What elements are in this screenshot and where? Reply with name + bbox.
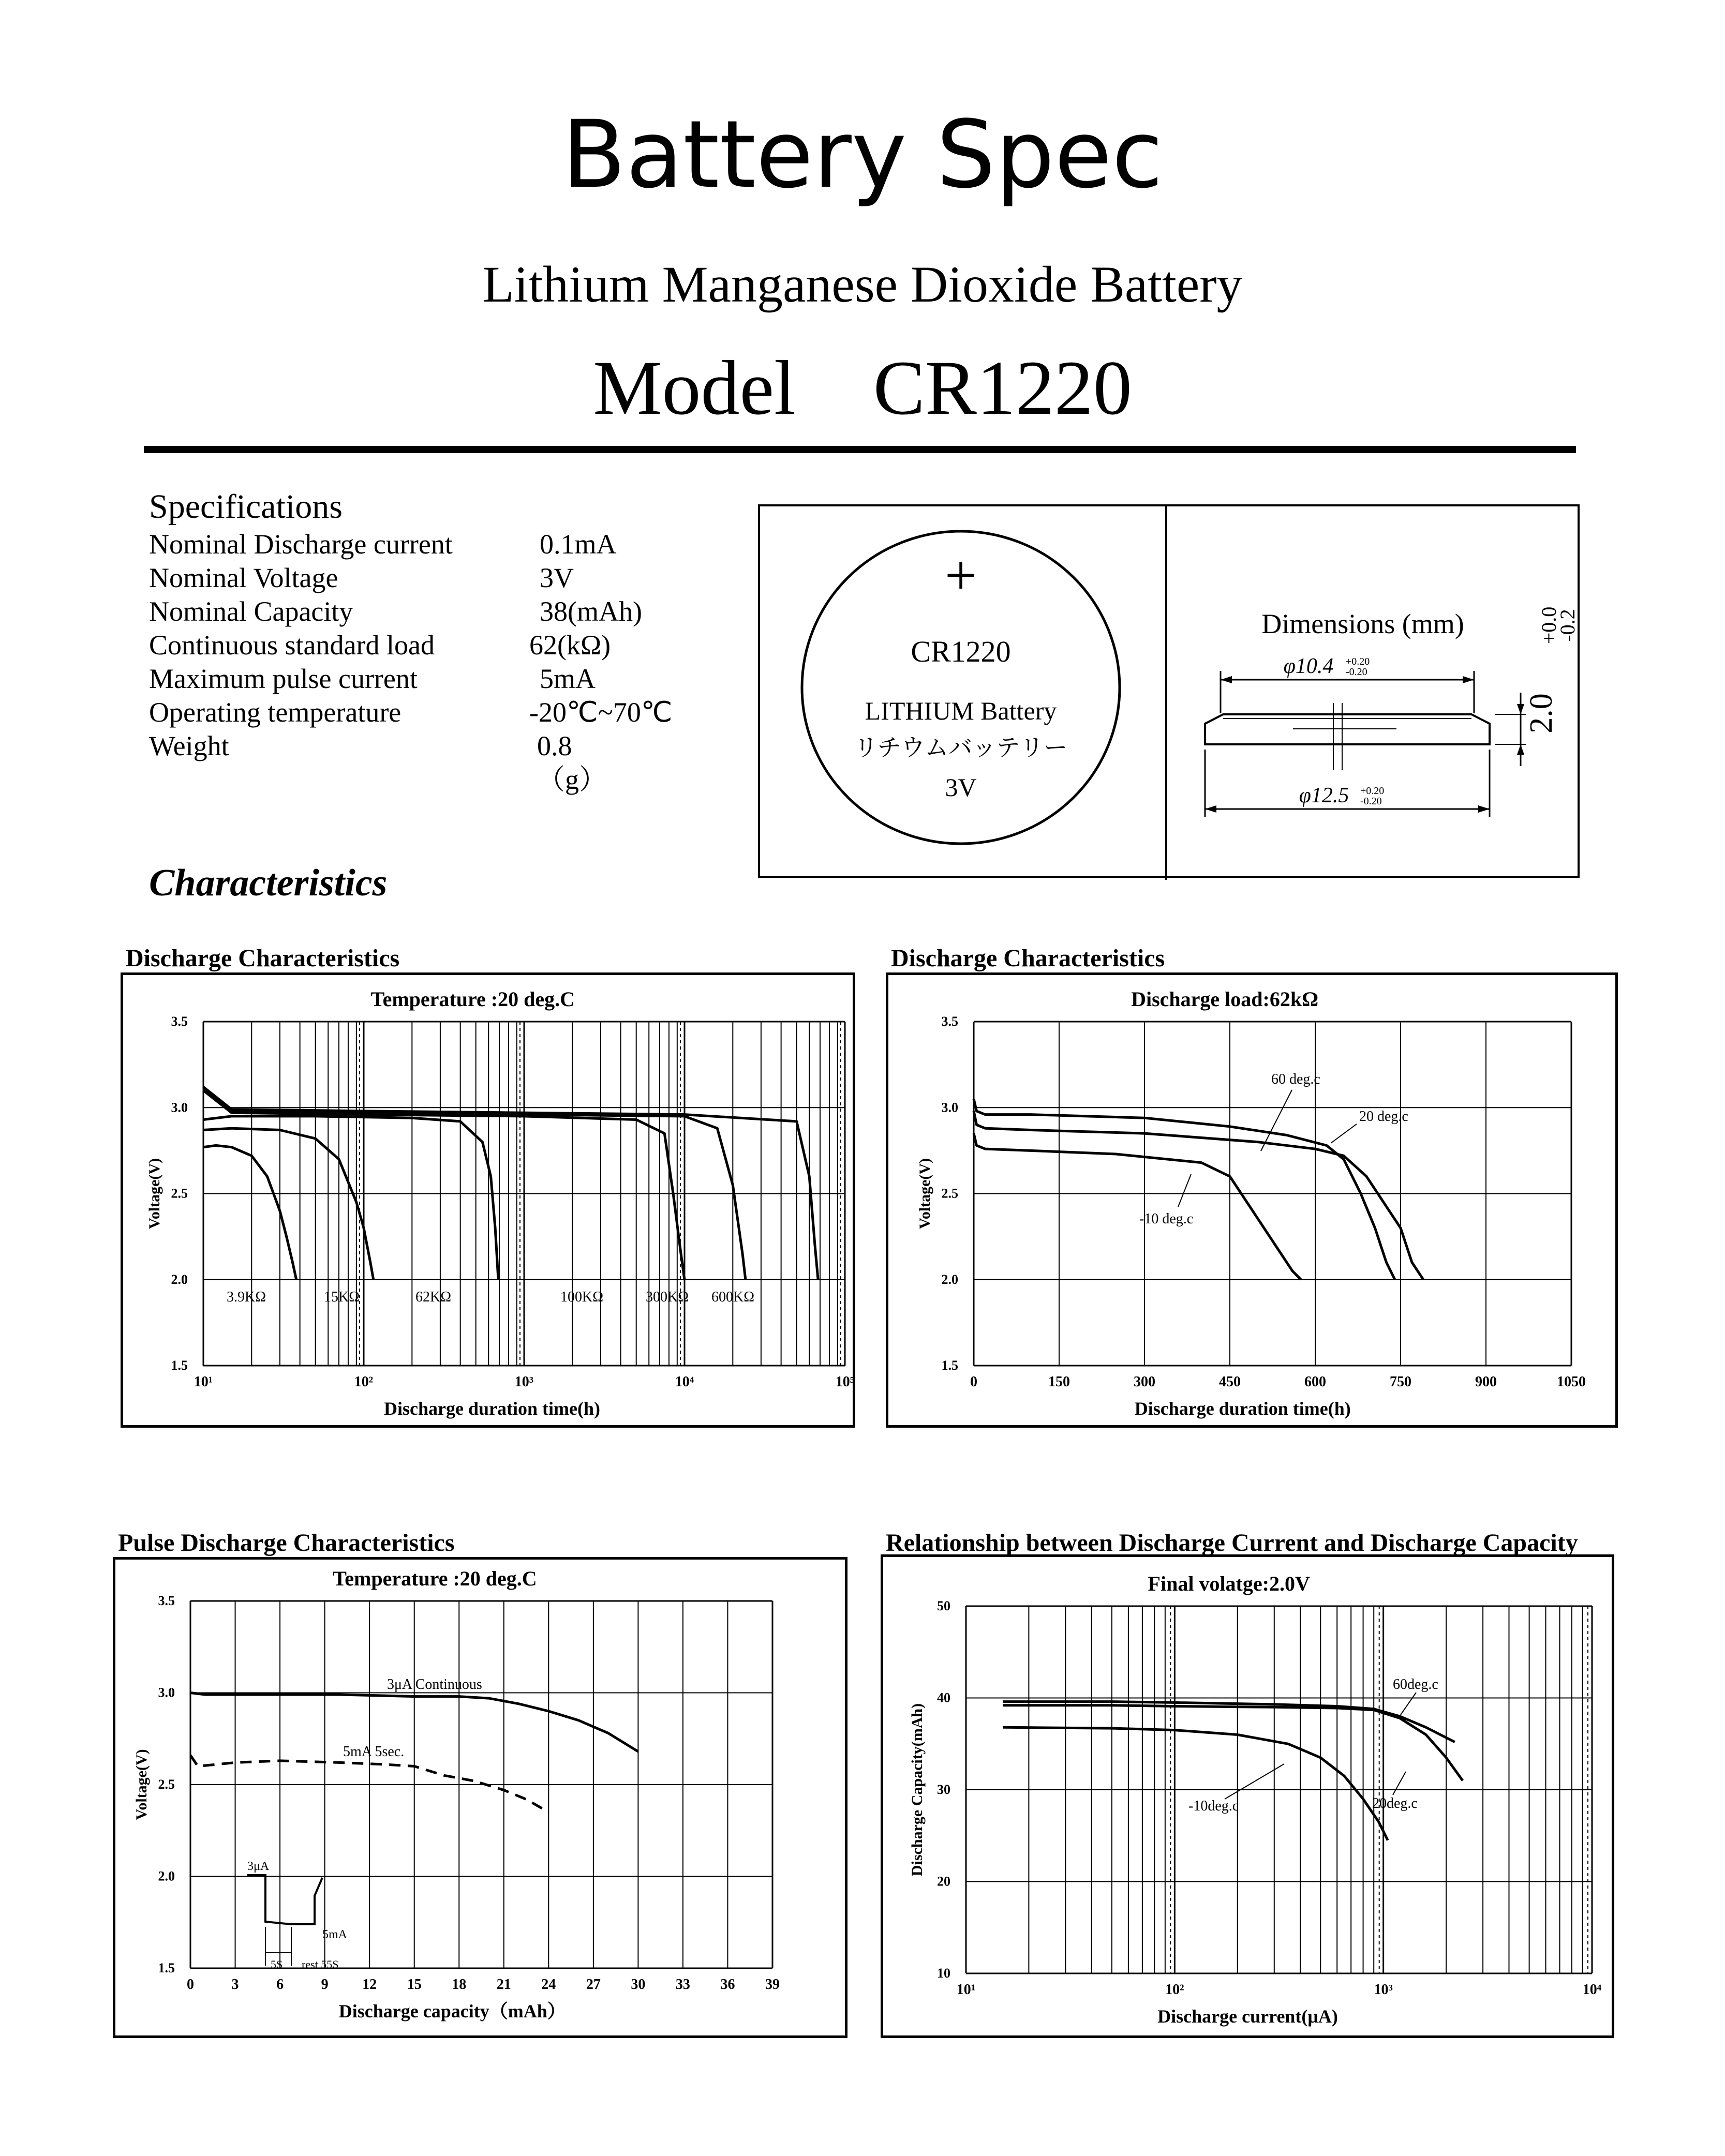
plus-sign: + <box>944 544 977 607</box>
y-axis-label: Voltage(V) <box>146 1158 163 1230</box>
x-axis-label: Discharge duration time(h) <box>384 1398 600 1419</box>
annotation-arrow <box>1225 1764 1284 1799</box>
spec-label: Nominal Discharge current <box>149 529 453 560</box>
page-title: Battery Spec <box>562 101 1163 209</box>
series-label: -10 deg.c <box>1139 1211 1194 1227</box>
arrow-head <box>1517 744 1524 755</box>
x-tick-label: 18 <box>452 1977 467 1993</box>
y-tick-label: 2.0 <box>171 1271 188 1287</box>
chart-subtitle: Discharge load:62kΩ <box>1131 987 1319 1011</box>
chart-pulse-discharge <box>113 1557 847 2038</box>
annotation-arrow <box>1331 1124 1357 1143</box>
x-tick-label: 1050 <box>1557 1374 1586 1390</box>
x-tick-label: 600 <box>1304 1374 1326 1390</box>
y-axis-label: Discharge Capacity(mAh) <box>909 1703 926 1877</box>
pulse-waveform <box>247 1875 322 1924</box>
chart-2-title: Discharge Characteristics <box>891 945 1165 972</box>
x-tick-label: 750 <box>1390 1374 1411 1390</box>
chart-discharge-temperature <box>886 972 1618 1428</box>
arrow-head <box>1517 704 1524 714</box>
y-tick-label: 1.5 <box>941 1358 958 1373</box>
series-label: -10deg.c <box>1188 1798 1239 1814</box>
series-line-2 <box>1003 1705 1463 1781</box>
battery-diagram <box>760 506 1582 880</box>
spec-value: 3V <box>540 562 574 593</box>
spec-label: Weight <box>149 730 229 761</box>
chart-4-title: Relationship between Discharge Current and Discharge Capacity <box>886 1529 1578 1556</box>
annotation-arrow <box>1393 1772 1406 1795</box>
coin-voltage-label: 3V <box>945 773 977 802</box>
spec-row <box>149 662 596 696</box>
y-tick-label: 30 <box>937 1782 950 1797</box>
page-subtitle: Lithium Manganese Dioxide Battery <box>482 256 1243 313</box>
y-tick-label: 1.5 <box>171 1358 188 1373</box>
y-tick-label: 3.5 <box>941 1014 958 1029</box>
specifications-list <box>149 528 673 795</box>
spec-row <box>149 561 574 595</box>
spec-value: 0.1mA <box>540 529 617 560</box>
arrow-head <box>1221 676 1232 683</box>
x-tick-label: 10⁴ <box>675 1374 694 1390</box>
series-line-3 <box>974 1133 1301 1280</box>
y-tick-label: 50 <box>937 1598 950 1613</box>
x-tick-label: 300 <box>1134 1374 1155 1390</box>
coin-japanese-label: リチウムバッテリー <box>854 735 1068 761</box>
y-tick-label: 3.0 <box>158 1685 175 1700</box>
y-tick-label: 3.0 <box>171 1100 188 1115</box>
x-tick-label: 10¹ <box>194 1374 213 1390</box>
y-tick-label: 20 <box>937 1874 950 1889</box>
series-line-3 <box>1003 1727 1388 1840</box>
specifications-block <box>149 486 673 795</box>
y-tick-label: 2.5 <box>158 1777 175 1792</box>
y-tick-label: 2.5 <box>941 1186 958 1201</box>
series-label: 600KΩ <box>711 1289 755 1305</box>
series-line-4 <box>203 1090 685 1280</box>
x-tick-label: 33 <box>675 1977 690 1993</box>
x-tick-label: 10¹ <box>956 1982 976 1998</box>
series-line-1 <box>974 1099 1395 1280</box>
x-tick-label: 900 <box>1475 1374 1497 1390</box>
series-label: 62KΩ <box>415 1289 452 1305</box>
x-tick-label: 450 <box>1219 1374 1241 1390</box>
x-tick-label: 12 <box>362 1977 377 1993</box>
series-label: 20deg.c <box>1372 1795 1418 1811</box>
thickness-tol-lower: -0.2 <box>1556 609 1579 642</box>
x-tick-label: 10² <box>354 1374 374 1390</box>
spec-label: Operating temperature <box>149 697 401 728</box>
spec-row <box>149 729 607 795</box>
arrow-head <box>1478 805 1490 813</box>
chart-1-svg <box>123 975 858 1430</box>
spec-value: 5mA <box>540 663 596 694</box>
x-tick-label: 0 <box>187 1977 194 1993</box>
series-label: 100KΩ <box>560 1289 604 1305</box>
thickness-tol-upper: +0.0 <box>1537 606 1560 645</box>
chart-3-title: Pulse Discharge Characteristics <box>118 1529 455 1556</box>
spec-value: 0.8（g） <box>537 730 607 795</box>
x-axis-label: Discharge current(μA) <box>1157 2006 1338 2027</box>
annotation-arrow <box>1261 1090 1292 1151</box>
chart-3-svg <box>115 1560 850 2041</box>
annotation-arrow <box>1401 1693 1416 1715</box>
chart-subtitle: Temperature :20 deg.C <box>333 1567 537 1590</box>
spec-value: -20℃~70℃ <box>529 697 673 728</box>
chart-4-svg <box>883 1557 1617 2041</box>
x-tick-label: 21 <box>496 1977 511 1993</box>
spec-label: Nominal Capacity <box>149 596 353 627</box>
inner-tol-upper: +0.20 <box>1346 656 1370 667</box>
series-label: 5mA 5sec. <box>343 1744 405 1760</box>
inset-label: 5S <box>271 1958 283 1971</box>
outer-tol-lower: -0.20 <box>1360 796 1382 807</box>
chart-current-vs-capacity <box>881 1554 1614 2038</box>
y-tick-label: 3.5 <box>158 1593 175 1608</box>
x-tick-label: 10⁵ <box>835 1374 855 1390</box>
x-axis-label: Discharge capacity（mAh） <box>338 2001 566 2022</box>
coin-model-label: CR1220 <box>911 635 1011 668</box>
spec-row <box>149 628 611 662</box>
x-tick-label: 24 <box>541 1977 556 1993</box>
spec-label: Nominal Voltage <box>149 562 338 593</box>
spec-label: Maximum pulse current <box>149 663 418 694</box>
x-tick-label: 27 <box>586 1977 601 1993</box>
x-tick-label: 150 <box>1048 1374 1070 1390</box>
y-tick-label: 1.5 <box>158 1960 175 1975</box>
outer-diameter-label: φ12.5 <box>1299 784 1349 807</box>
x-tick-label: 9 <box>321 1977 329 1993</box>
series-label: 60deg.c <box>1393 1676 1438 1693</box>
spec-row <box>149 595 642 628</box>
series-label: 3.9KΩ <box>227 1289 266 1305</box>
battery-dimensions-box <box>758 504 1580 878</box>
inner-diameter-label: φ10.4 <box>1283 654 1334 678</box>
series-line-3 <box>203 1116 498 1280</box>
model-name: Model CR1220 <box>593 345 1132 431</box>
chart-discharge-load <box>121 972 855 1428</box>
inset-label: rest 55S <box>302 1958 339 1971</box>
x-tick-label: 15 <box>407 1977 422 1993</box>
chart-1-title: Discharge Characteristics <box>126 945 400 972</box>
x-tick-label: 3 <box>231 1977 239 1993</box>
coin-lithium-label: LITHIUM Battery <box>865 696 1057 725</box>
inner-tol-lower: -0.20 <box>1346 666 1367 678</box>
series-label: 60 deg.c <box>1271 1071 1320 1087</box>
y-tick-label: 3.5 <box>171 1014 188 1029</box>
y-tick-label: 2.0 <box>941 1271 958 1287</box>
x-tick-label: 10² <box>1165 1982 1184 1998</box>
chart-subtitle: Temperature :20 deg.C <box>370 987 575 1011</box>
spec-label: Continuous standard load <box>149 630 435 661</box>
series-label: 20 deg.c <box>1359 1109 1408 1125</box>
dimensions-title: Dimensions (mm) <box>1261 608 1464 639</box>
header-divider <box>144 446 1576 453</box>
series-line-1 <box>203 1145 296 1279</box>
inset-label: 3μA <box>247 1860 270 1873</box>
x-tick-label: 10⁴ <box>1582 1982 1602 1998</box>
x-tick-label: 6 <box>276 1977 284 1993</box>
y-axis-label: Voltage(V) <box>133 1749 150 1820</box>
arrow-head <box>1205 805 1216 813</box>
chart-2-svg <box>888 975 1620 1430</box>
y-tick-label: 2.5 <box>171 1186 188 1201</box>
specifications-heading: Specifications <box>149 488 343 526</box>
x-tick-label: 10³ <box>514 1374 534 1390</box>
y-tick-label: 2.0 <box>158 1868 175 1884</box>
x-tick-label: 30 <box>631 1977 646 1993</box>
spec-row <box>149 696 673 729</box>
series-line-2 <box>974 1111 1423 1280</box>
y-tick-label: 3.0 <box>941 1100 958 1115</box>
x-tick-label: 0 <box>970 1374 977 1390</box>
series-label: 300KΩ <box>646 1289 689 1305</box>
series-label: 15KΩ <box>324 1289 360 1305</box>
chart-subtitle: Final volatge:2.0V <box>1148 1572 1310 1595</box>
y-tick-label: 10 <box>937 1966 950 1981</box>
x-tick-label: 36 <box>720 1977 735 1993</box>
thickness-label: 2.0 <box>1524 693 1559 733</box>
spec-value: 38(mAh) <box>540 596 642 627</box>
x-tick-label: 10³ <box>1374 1982 1393 1998</box>
spec-row <box>149 528 617 561</box>
y-tick-label: 40 <box>937 1690 950 1705</box>
x-axis-label: Discharge duration time(h) <box>1134 1398 1351 1419</box>
x-tick-label: 39 <box>765 1977 780 1993</box>
spec-value: 62(kΩ) <box>529 630 611 661</box>
inset-label: 5mA <box>322 1928 347 1941</box>
arrow-head <box>1463 676 1474 683</box>
y-axis-label: Voltage(V) <box>916 1158 933 1230</box>
characteristics-heading: Characteristics <box>149 862 388 904</box>
annotation-arrow <box>1178 1174 1191 1207</box>
outer-tol-upper: +0.20 <box>1360 785 1385 797</box>
series-label: 3μA Continuous <box>387 1676 482 1693</box>
